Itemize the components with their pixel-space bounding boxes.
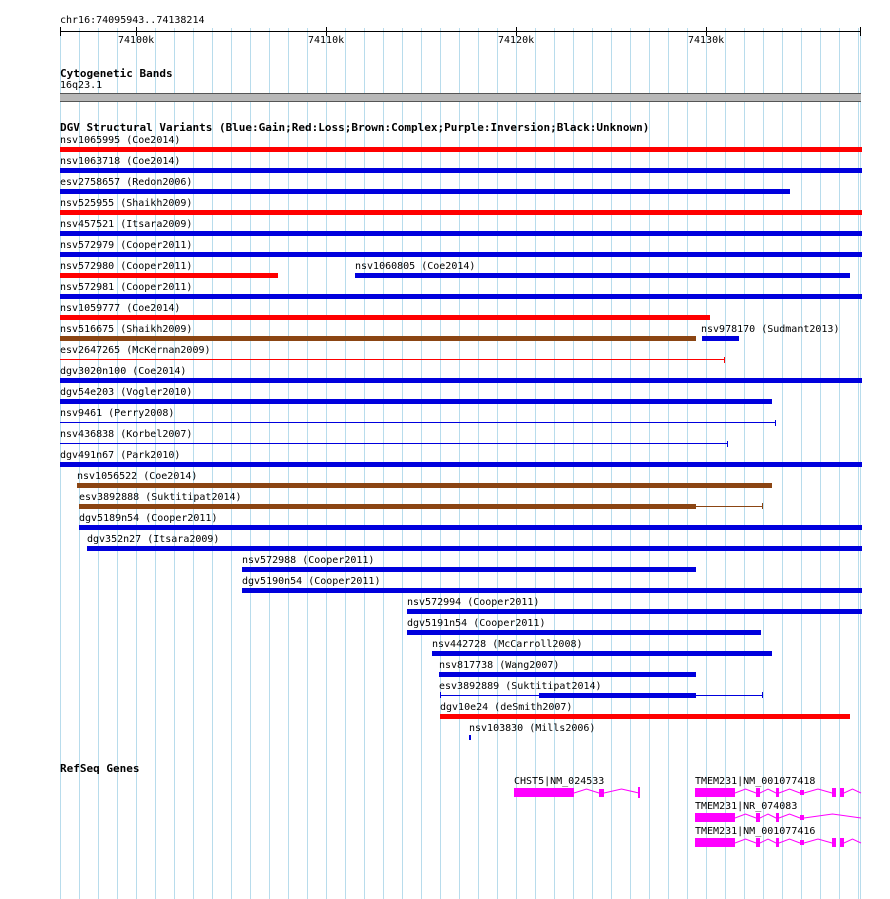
variant-label[interactable]: esv2758657 (Redon2006) bbox=[60, 177, 193, 188]
variant-bar[interactable] bbox=[60, 336, 696, 341]
variant-bar[interactable] bbox=[242, 588, 862, 593]
variant-bar[interactable] bbox=[77, 483, 772, 488]
variant-bar[interactable] bbox=[60, 252, 862, 257]
variant-bar[interactable] bbox=[60, 315, 710, 320]
variant-label[interactable]: nsv1063718 (Coe2014) bbox=[60, 156, 181, 167]
variant-bar[interactable] bbox=[60, 273, 278, 278]
variant-bar[interactable] bbox=[407, 609, 862, 614]
variant-bar[interactable] bbox=[79, 504, 696, 509]
cytoband-label: 16q23.1 bbox=[60, 80, 103, 91]
variant-bar[interactable] bbox=[60, 147, 862, 152]
variant-bar[interactable] bbox=[539, 693, 696, 698]
variant-label[interactable]: nsv436838 (Korbel2007) bbox=[60, 429, 193, 440]
cytoband-bar[interactable] bbox=[60, 93, 861, 102]
variant-bar[interactable] bbox=[60, 378, 862, 383]
variant-bar[interactable] bbox=[469, 735, 471, 740]
variant-connector bbox=[440, 695, 539, 696]
variant-label[interactable]: nsv978170 (Sudmant2013) bbox=[701, 324, 840, 335]
variant-bar[interactable] bbox=[432, 651, 772, 656]
ruler-tick-label: 74120k bbox=[498, 35, 535, 46]
variant-label[interactable]: nsv572994 (Cooper2011) bbox=[407, 597, 540, 608]
variant-label[interactable]: nsv817738 (Wang2007) bbox=[439, 660, 560, 671]
gene-label[interactable]: CHST5|NM_024533 bbox=[514, 776, 605, 787]
variant-label[interactable]: dgv5189n54 (Cooper2011) bbox=[79, 513, 218, 524]
cytoband-track-title[interactable]: Cytogenetic Bands bbox=[60, 67, 173, 80]
variant-bar[interactable] bbox=[60, 210, 862, 215]
variant-bar[interactable] bbox=[60, 189, 790, 194]
variant-label[interactable]: nsv1059777 (Coe2014) bbox=[60, 303, 181, 314]
variant-bar[interactable] bbox=[60, 231, 862, 236]
dgv-track-title[interactable]: DGV Structural Variants (Blue:Gain;Red:Loss;Brown:Complex;Purple:Inversion;Black:Unknown) bbox=[60, 121, 650, 134]
variant-label[interactable]: nsv572981 (Cooper2011) bbox=[60, 282, 193, 293]
variant-label[interactable]: nsv457521 (Itsara2009) bbox=[60, 219, 193, 230]
variant-label[interactable]: nsv1065995 (Coe2014) bbox=[60, 135, 181, 146]
variant-label[interactable]: dgv491n67 (Park2010) bbox=[60, 450, 181, 461]
ruler-tick-label: 74130k bbox=[688, 35, 725, 46]
variant-bar[interactable] bbox=[702, 336, 739, 341]
variant-end-tick bbox=[727, 441, 728, 447]
ruler-end-tick bbox=[860, 27, 861, 36]
variant-connector bbox=[696, 695, 762, 696]
ruler-tick-label: 74110k bbox=[308, 35, 345, 46]
variant-label[interactable]: dgv5191n54 (Cooper2011) bbox=[407, 618, 546, 629]
variant-label[interactable]: dgv54e203 (Vogler2010) bbox=[60, 387, 193, 398]
variant-bar[interactable] bbox=[60, 294, 862, 299]
variant-label[interactable]: dgv352n27 (Itsara2009) bbox=[87, 534, 220, 545]
variant-bar[interactable] bbox=[60, 168, 862, 173]
variant-label[interactable]: dgv5190n54 (Cooper2011) bbox=[242, 576, 381, 587]
variant-bar[interactable] bbox=[439, 672, 696, 677]
variant-bar[interactable] bbox=[440, 714, 850, 719]
variant-bar[interactable] bbox=[60, 399, 772, 404]
variant-end-tick bbox=[724, 357, 725, 363]
refseq-track-title[interactable]: RefSeq Genes bbox=[60, 762, 140, 775]
variant-end-tick bbox=[762, 692, 763, 698]
variant-label[interactable]: nsv572988 (Cooper2011) bbox=[242, 555, 375, 566]
variant-bar[interactable] bbox=[60, 462, 862, 467]
variant-label[interactable]: nsv525955 (Shaikh2009) bbox=[60, 198, 193, 209]
variant-label[interactable]: nsv103830 (Mills2006) bbox=[469, 723, 596, 734]
variant-bar[interactable] bbox=[60, 443, 727, 444]
variant-label[interactable]: esv2647265 (McKernan2009) bbox=[60, 345, 211, 356]
variant-label[interactable]: nsv9461 (Perry2008) bbox=[60, 408, 175, 419]
variant-label[interactable]: nsv572980 (Cooper2011) bbox=[60, 261, 193, 272]
variant-end-tick bbox=[775, 420, 776, 426]
variant-end-tick bbox=[440, 692, 441, 698]
variant-bar[interactable] bbox=[60, 359, 724, 360]
variant-label[interactable]: nsv442728 (McCarroll2008) bbox=[432, 639, 583, 650]
ruler-start-tick bbox=[60, 27, 61, 36]
gene-label[interactable]: TMEM231|NM_001077416 bbox=[695, 826, 816, 837]
variant-bar[interactable] bbox=[60, 422, 775, 423]
gene-label[interactable]: TMEM231|NR_074083 bbox=[695, 801, 798, 812]
variant-label[interactable]: dgv10e24 (deSmith2007) bbox=[440, 702, 573, 713]
ruler-tick-label: 74100k bbox=[118, 35, 155, 46]
variant-bar[interactable] bbox=[87, 546, 862, 551]
variant-label[interactable]: esv3892888 (Suktitipat2014) bbox=[79, 492, 242, 503]
variant-label[interactable]: nsv1056522 (Coe2014) bbox=[77, 471, 198, 482]
variant-bar[interactable] bbox=[407, 630, 761, 635]
variant-bar[interactable] bbox=[79, 525, 862, 530]
variant-label[interactable]: nsv572979 (Cooper2011) bbox=[60, 240, 193, 251]
variant-label[interactable]: nsv1060805 (Coe2014) bbox=[355, 261, 476, 272]
variant-label[interactable]: esv3892889 (Suktitipat2014) bbox=[439, 681, 602, 692]
region-label: chr16:74095943..74138214 bbox=[60, 15, 205, 26]
variant-end-tick bbox=[762, 503, 763, 509]
variant-label[interactable]: nsv516675 (Shaikh2009) bbox=[60, 324, 193, 335]
variant-label[interactable]: dgv3020n100 (Coe2014) bbox=[60, 366, 187, 377]
ruler-axis bbox=[60, 31, 861, 32]
variant-connector bbox=[696, 506, 762, 507]
variant-bar[interactable] bbox=[355, 273, 850, 278]
variant-bar[interactable] bbox=[242, 567, 696, 572]
gene-label[interactable]: TMEM231|NM_001077418 bbox=[695, 776, 816, 787]
